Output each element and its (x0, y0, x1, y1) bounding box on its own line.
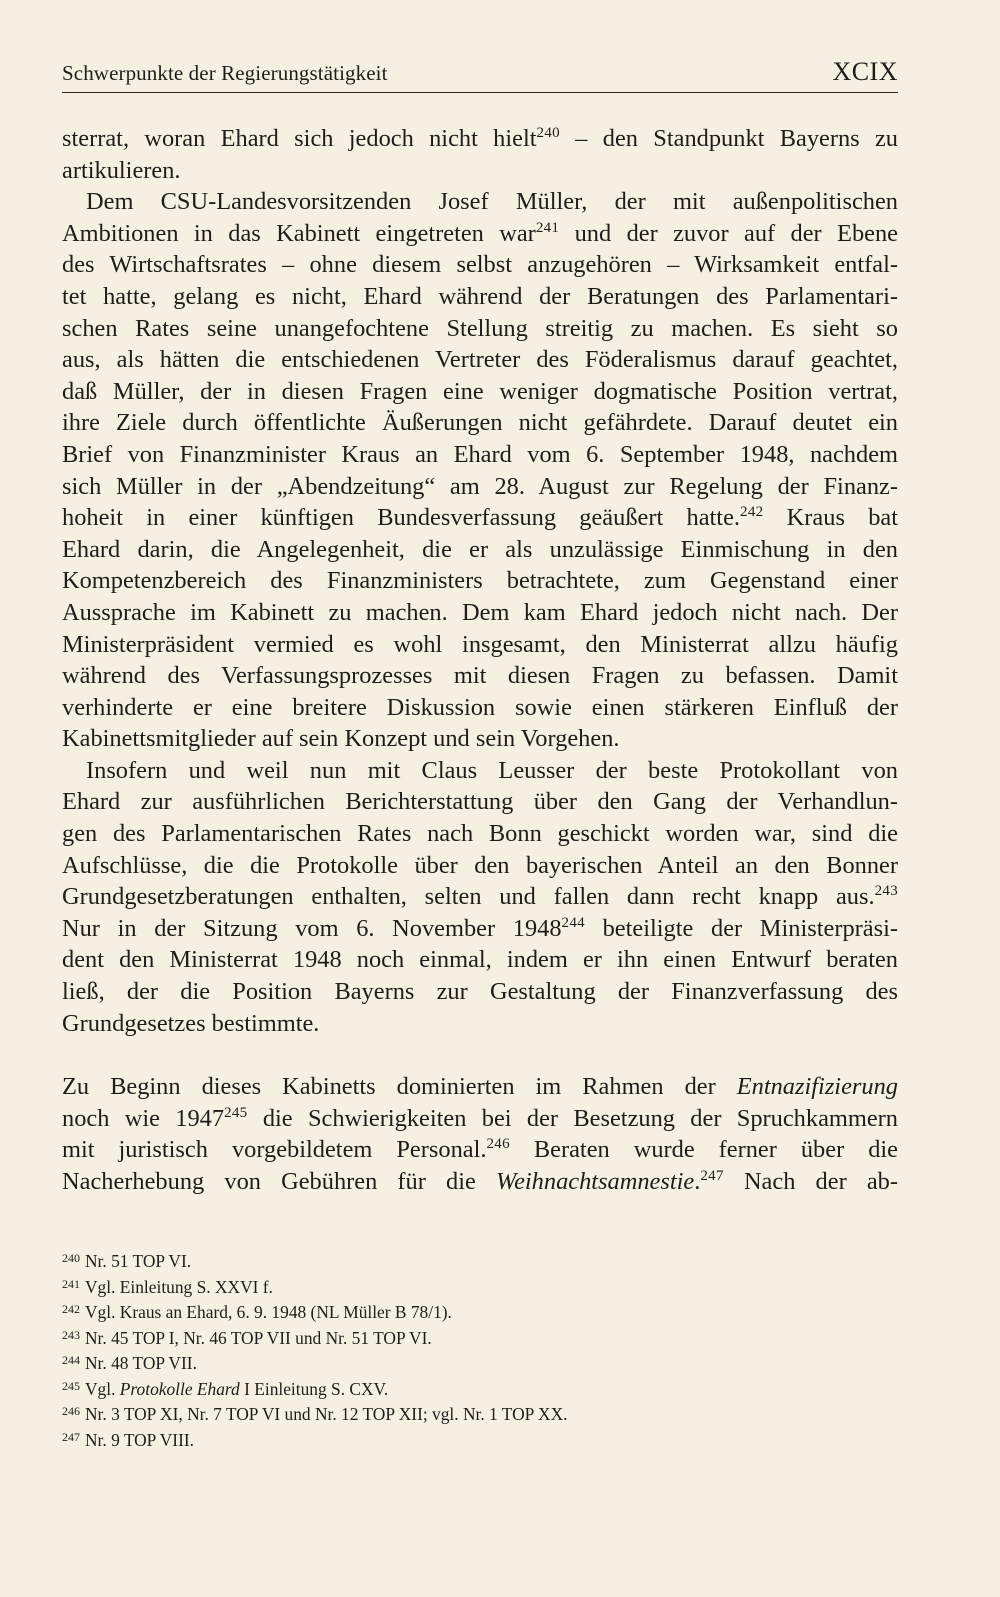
text-line: Kabinettsmitglieder auf sein Konzept und sein Vorgehen. (62, 725, 620, 753)
footnote: $^{247}$ Nr. 9 TOP VIII. (62, 1429, 195, 1450)
text-line: Aussprache im Kabinett zu machen. Dem kam Ehard jedoch nicht nach. Der (62, 598, 898, 626)
text-line: während des Verfassungsprozesses mit diesen Fragen zu befassen. Damit (62, 662, 898, 690)
text-line: daß Müller, der in diesen Fragen eine weniger dogmatische Position vertrat, (62, 377, 898, 405)
footnote-ref: 247 (700, 1168, 724, 1184)
text-line: Nur in der Sitzung vom 6. November 1948$^{244}$ beteiligte der Ministerpräsi- (62, 914, 898, 942)
footnote-number: 240 (62, 1251, 80, 1265)
text-line: hoheit in einer künftigen Bundesverfassung geäußert hatte.$^{242}$ Kraus bat (62, 504, 898, 532)
text-line: Insofern und weil nun mit Claus Leusser der beste Protokollant von (86, 756, 898, 784)
body-text (62, 123, 898, 1198)
text-line: aus, als hätten die entschiedenen Vertreter des Föderalismus darauf geachtet, (62, 346, 898, 374)
text-line: ihre Ziele durch öffentlichte Äußerungen nicht gefährdete. Darauf deutet ein (62, 409, 898, 437)
text-line: Zu Beginn dieses Kabinetts dominierten im Rahmen der Entnazifizierung (62, 1073, 898, 1101)
page-number: XCIX (832, 57, 898, 86)
text-line: ließ, der die Position Bayerns zur Gestaltung der Finanzverfassung des (62, 978, 898, 1006)
footnote-ref: 243 (874, 883, 898, 900)
text-line: gen des Parlamentarischen Rates nach Bonn geschickt worden war, sind die (62, 820, 898, 848)
italic-term: Entnazifizierung (736, 1073, 898, 1101)
text-line: Aufschlüsse, die die Protokolle über den bayerischen Anteil an den Bonner (62, 851, 898, 879)
italic-title: Protokolle Ehard (119, 1378, 240, 1399)
text-line: Ehard darin, die Angelegenheit, die er als unzulässige Einmischung in den (62, 535, 898, 563)
text-line: Grundgesetzberatungen enthalten, selten und fallen dann recht knapp aus.$^{243}$ (62, 883, 898, 911)
section-gap (62, 1039, 898, 1071)
text-line: Ministerpräsident vermied es wohl insgesamt, den Ministerrat allzu häufig (62, 630, 898, 658)
footnote-number: 244 (62, 1353, 80, 1367)
text-line: Kompetenzbereich des Finanzministers betrachtete, zum Gegenstand einer (62, 567, 898, 595)
footnote-ref: 246 (486, 1136, 510, 1153)
footnote: $^{244}$ Nr. 48 TOP VII. (62, 1353, 197, 1373)
text-line: Dem CSU-Landesvorsitzenden Josef Müller, der mit außenpolitischen (86, 188, 898, 216)
text-line: sich Müller in der „Abendzeitung“ am 28. August zur Regelung der Finanz- (62, 472, 898, 500)
footnote: $^{246}$ Nr. 3 TOP XI, Nr. 7 TOP VI und Nr. 12 TOP XII; vgl. Nr. 1 TOP XX. (62, 1404, 568, 1424)
text-line: Grundgesetzes bestimmte. (62, 1009, 320, 1037)
text-line: schen Rates seine unangefochtene Stellung streitig zu machen. Es sieht so (62, 314, 898, 342)
running-head (62, 56, 898, 93)
footnote-number: 246 (62, 1404, 80, 1418)
text-line: sterrat, woran Ehard sich jedoch nicht hielt$^{240}$ – den Standpunkt Bayerns zu (62, 125, 898, 152)
footnote-ref: 240 (536, 125, 560, 141)
text-line: Nacherhebung von Gebühren für die Weihnachtsamnestie.$^{247}$ Nach der ab- (62, 1168, 898, 1195)
footnote-ref: 244 (561, 914, 585, 931)
footnote-ref: 242 (740, 504, 764, 521)
text-line: des Wirtschaftsrates – ohne diesem selbst anzugehören – Wirksamkeit entfal- (62, 251, 898, 279)
italic-term: Weihnachtsamnestie (496, 1168, 695, 1195)
footnote-ref: 245 (224, 1104, 248, 1121)
text-line: tet hatte, gelang es nicht, Ehard während der Beratungen des Parlamentari- (62, 282, 898, 310)
footnote-number: 241 (62, 1276, 80, 1291)
footnote: $^{245}$ Vgl. Protokolle Ehard I Einleitung S. CXV. (62, 1378, 389, 1399)
footnote-ref: 241 (535, 219, 560, 236)
text-line: verhinderte er eine breitere Diskussion sowie einen stärkeren Einfluß der (62, 693, 898, 721)
text-line: dent den Ministerrat 1948 noch einmal, indem er ihn einen Entwurf beraten (62, 946, 898, 974)
footnote: $^{241}$ Vgl. Einleitung S. XXVI f. (62, 1276, 273, 1297)
text-line: Ehard zur ausführlichen Berichterstattung über den Gang der Verhandlun- (62, 788, 898, 816)
footnote-number: 243 (62, 1327, 80, 1342)
footnote: $^{242}$ Vgl. Kraus an Ehard, 6. 9. 1948 (NL Müller B 78/1). (62, 1302, 452, 1322)
footnote: $^{240}$ Nr. 51 TOP VI. (62, 1251, 192, 1271)
footnote: $^{243}$ Nr. 45 TOP I, Nr. 46 TOP VII und Nr. 51 TOP VI. (62, 1327, 432, 1348)
text-line: Brief von Finanzminister Kraus an Ehard vom 6. September 1948, nachdem (62, 440, 898, 468)
footnote-number: 242 (62, 1302, 80, 1316)
footnote-number: 245 (62, 1378, 80, 1393)
text-line: noch wie 1947$^{245}$ die Schwierigkeiten bei der Besetzung der Spruchkammern (62, 1104, 898, 1132)
footnote-number: 247 (62, 1429, 80, 1444)
running-title: Schwerpunkte der Regierungstätigkeit (62, 61, 388, 85)
text-line: mit juristisch vorgebildetem Personal.$^{246}$ Beraten wurde ferner über die (62, 1136, 898, 1164)
text-line: Ambitionen in das Kabinett eingetreten war$^{241}$ und der zuvor auf der Ebene (62, 219, 898, 247)
footnotes (62, 1249, 898, 1453)
text-line: artikulieren. (62, 156, 181, 184)
